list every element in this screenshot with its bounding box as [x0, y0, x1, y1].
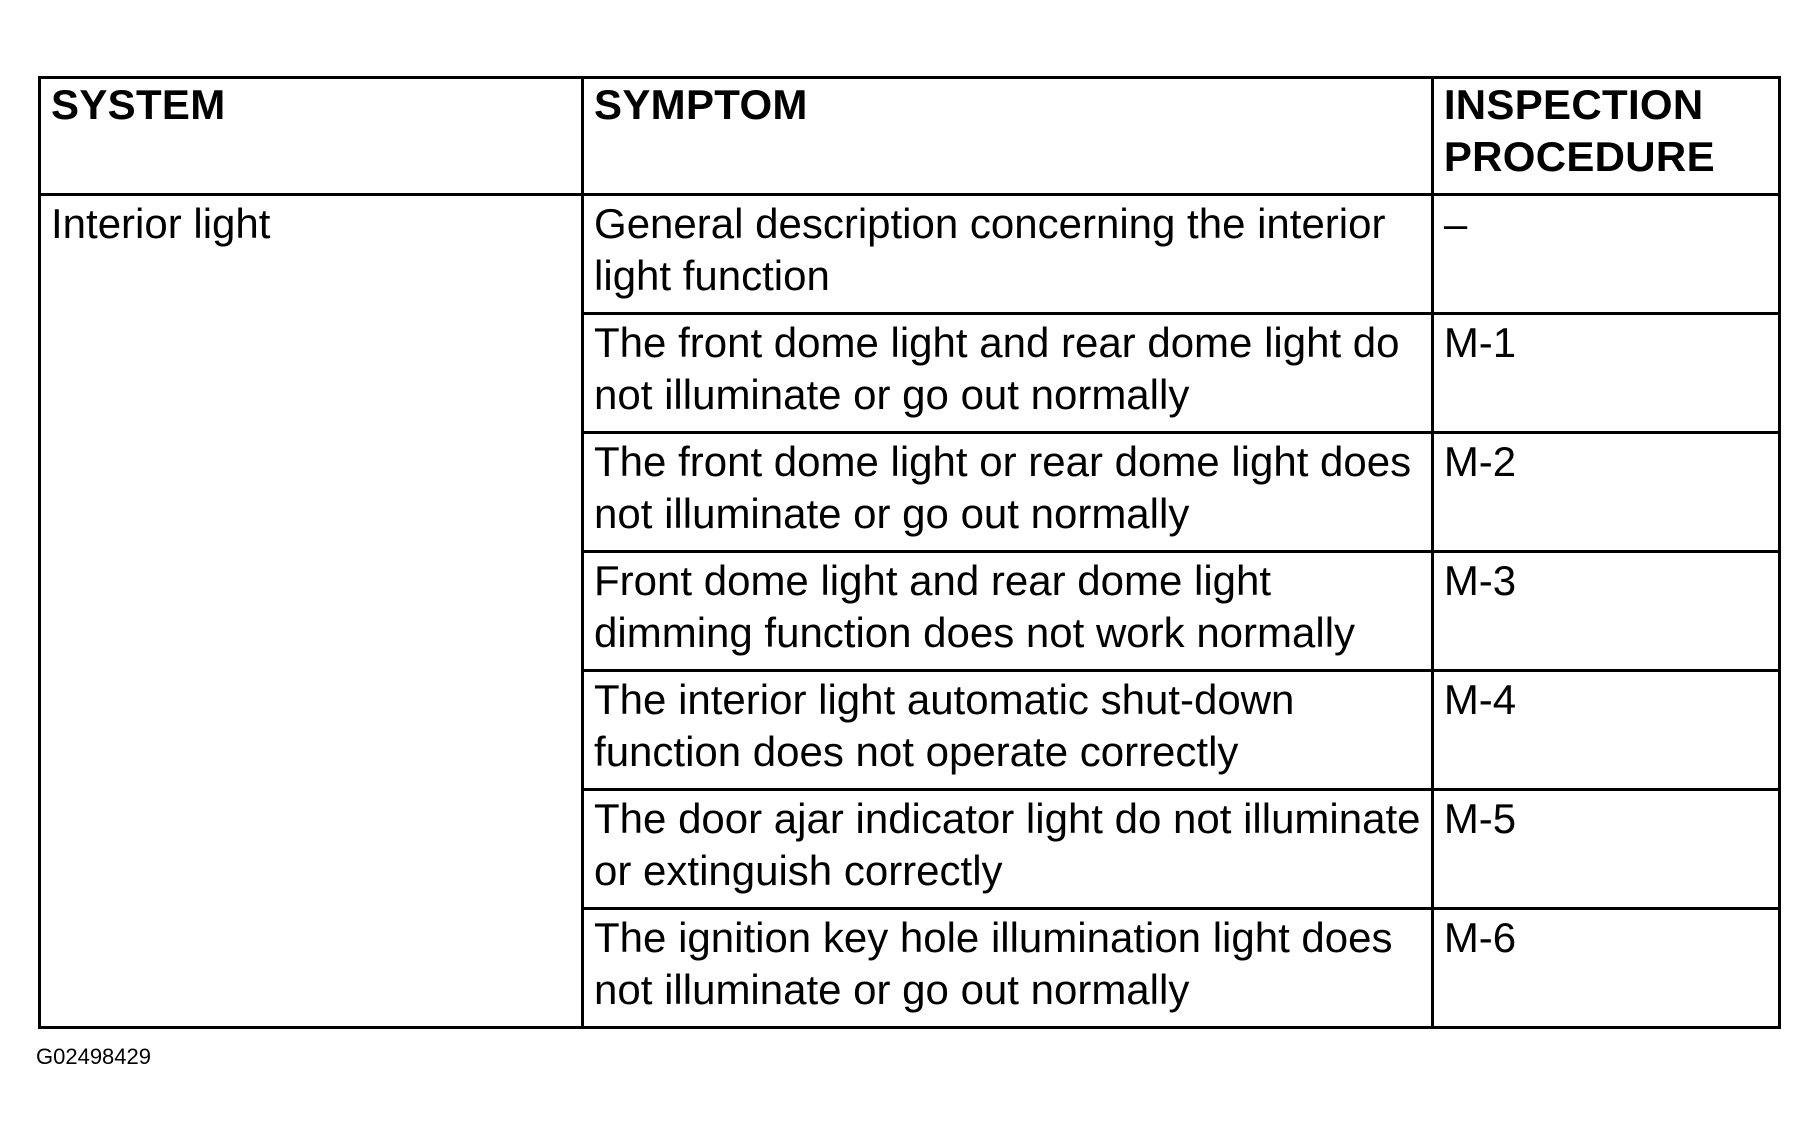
- header-symptom: SYMPTOM: [583, 78, 1433, 195]
- procedure-cell: M-2: [1432, 433, 1779, 552]
- symptom-cell: The door ajar indicator light do not illuminate or extinguish correctly: [583, 790, 1433, 909]
- symptom-cell: The ignition key hole illumination light does not illuminate or go out normally: [583, 909, 1433, 1028]
- header-inspection-procedure: [1432, 78, 1779, 195]
- procedure-cell: M-1: [1432, 314, 1779, 433]
- symptom-cell: The front dome light and rear dome light do not illuminate or go out normally: [583, 314, 1433, 433]
- symptom-cell: The interior light automatic shut-down function does not operate correctly: [583, 671, 1433, 790]
- symptom-cell: General description concerning the interior light function: [583, 195, 1433, 314]
- symptom-cell: The front dome light or rear dome light does not illuminate or go out normally: [583, 433, 1433, 552]
- system-cell: Interior light: [40, 195, 583, 1028]
- inspection-table: [38, 76, 1781, 1029]
- symptom-cell: Front dome light and rear dome light dimming function does not work normally: [583, 552, 1433, 671]
- header-procedure-line1: INSPECTION: [1443, 81, 1704, 128]
- table-header-row: [40, 78, 1780, 195]
- procedure-cell: M-3: [1432, 552, 1779, 671]
- procedure-cell: M-4: [1432, 671, 1779, 790]
- procedure-cell: M-6: [1432, 909, 1779, 1028]
- procedure-cell: M-5: [1432, 790, 1779, 909]
- figure-id: G02498429: [36, 1044, 151, 1069]
- table-row: [40, 195, 1780, 314]
- header-procedure-line2: PROCEDURE: [1443, 133, 1715, 180]
- header-system: SYSTEM: [40, 78, 583, 195]
- procedure-cell: –: [1432, 195, 1779, 314]
